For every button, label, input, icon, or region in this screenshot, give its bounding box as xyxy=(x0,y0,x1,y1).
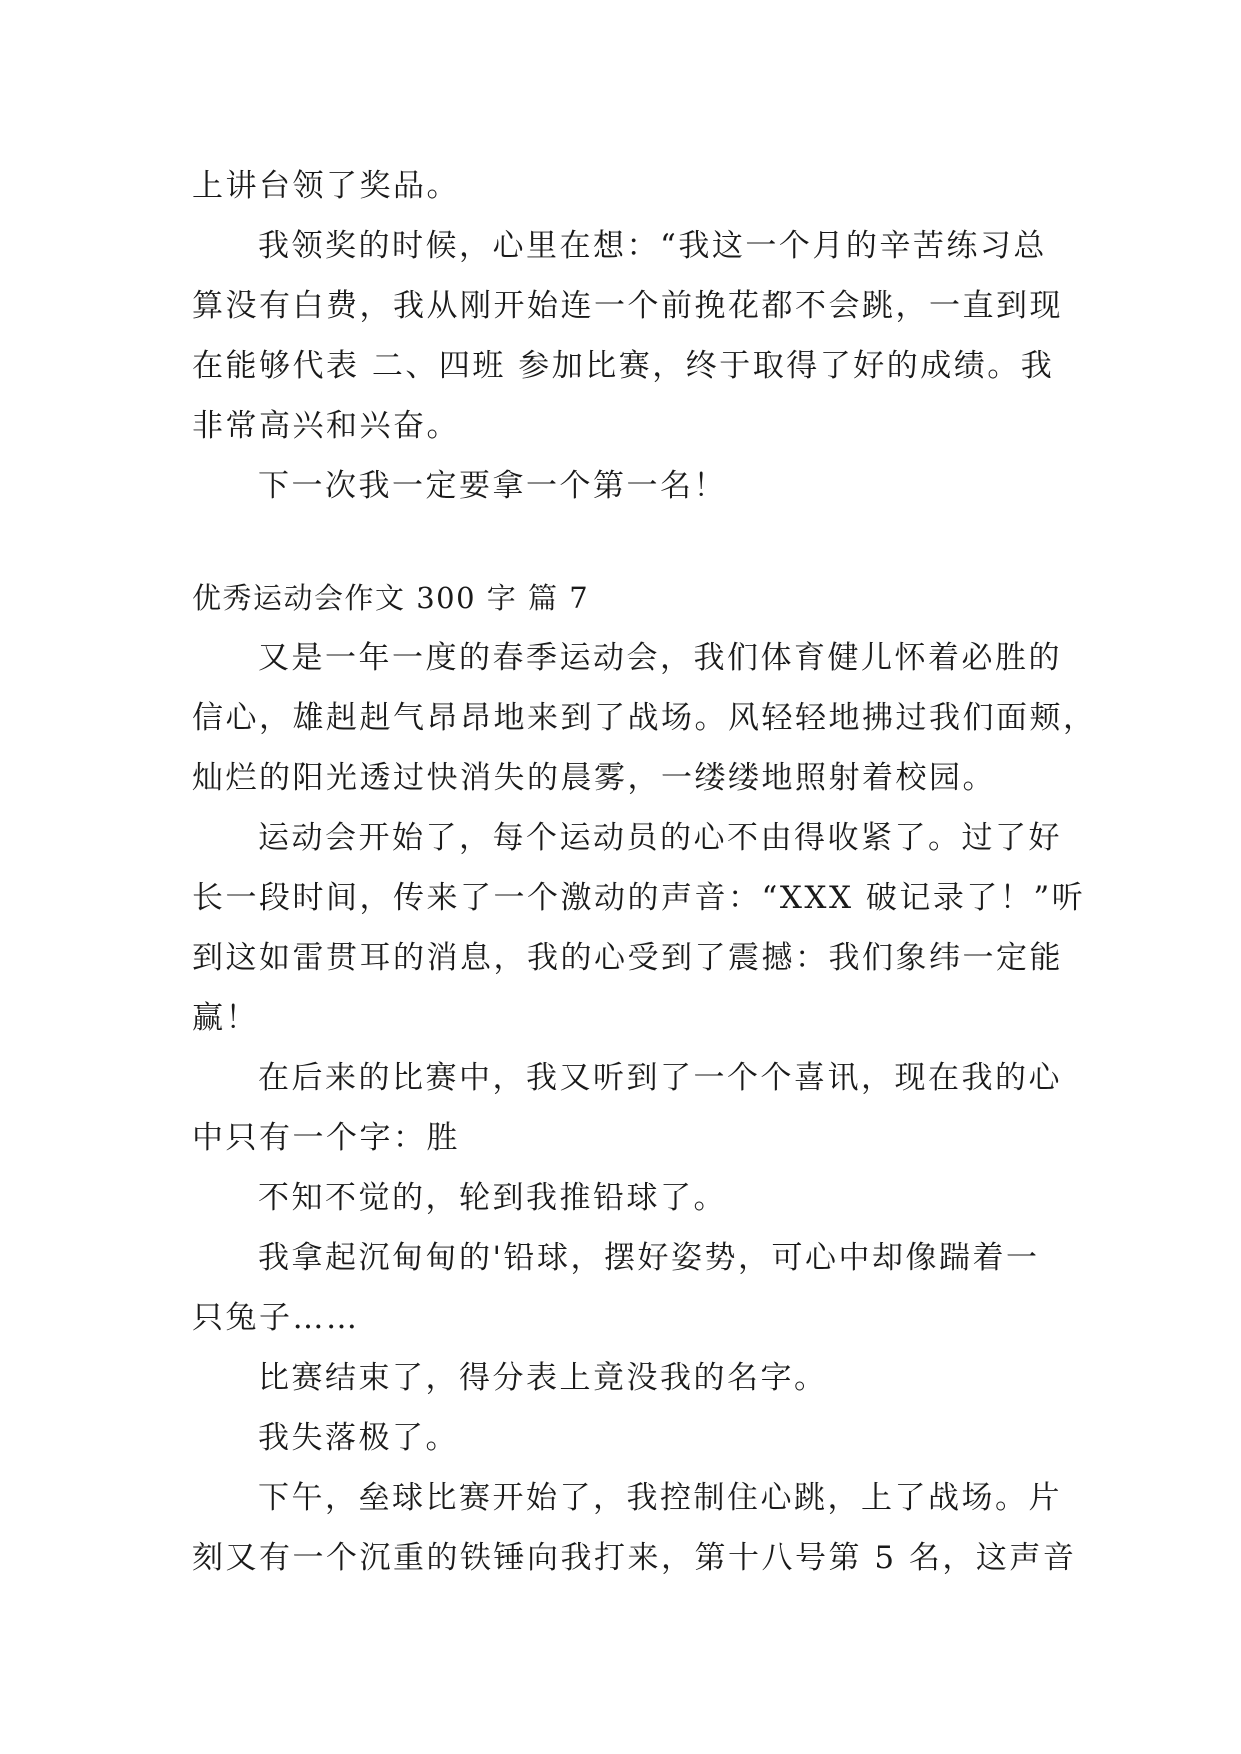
paragraph-start: 又是一年一度的春季运动会，我们体育健儿怀着必胜的 xyxy=(258,640,1062,676)
paragraph-start: 比赛结束了，得分表上竟没我的名字。 xyxy=(258,1360,828,1396)
text-line: 灿烂的阳光透过快消失的晨雾，一缕缕地照射着校园。 xyxy=(192,760,996,796)
text-line: 赢！ xyxy=(192,1000,259,1036)
paragraph-start: 我拿起沉甸甸的'铅球，摆好姿势，可心中却像踹着一 xyxy=(258,1240,1040,1276)
text-line: 信心，雄赳赳气昂昂地来到了战场。风轻轻地拂过我们面颊， xyxy=(192,700,1097,736)
paragraph-start: 在后来的比赛中，我又听到了一个个喜讯，现在我的心 xyxy=(258,1060,1062,1096)
text-line: 只兔子…… xyxy=(192,1300,360,1336)
paragraph-start: 不知不觉的，轮到我推铅球了。 xyxy=(258,1180,727,1216)
text-line: 长一段时间，传来了一个激动的声音：“XXX 破记录了！”听 xyxy=(192,880,1086,916)
text-line: 到这如雷贯耳的消息，我的心受到了震撼：我们象纬一定能 xyxy=(192,940,1063,976)
text-line: 在能够代表 二、四班 参加比赛，终于取得了好的成绩。我 xyxy=(192,348,1055,384)
paragraph-start: 我领奖的时候，心里在想：“我这一个月的辛苦练习总 xyxy=(258,228,1047,264)
text-line: 刻又有一个沉重的铁锤向我打来，第十八号第 5 名，这声音 xyxy=(192,1540,1077,1576)
text-line: 非常高兴和兴奋。 xyxy=(192,408,460,444)
paragraph-start: 运动会开始了，每个运动员的心不由得收紧了。过了好 xyxy=(258,820,1062,856)
paragraph-start: 下一次我一定要拿一个第一名！ xyxy=(258,468,727,504)
section-heading: 优秀运动会作文 300 字 篇 7 xyxy=(192,581,590,615)
paragraph-start: 下午，垒球比赛开始了，我控制住心跳，上了战场。片 xyxy=(258,1480,1062,1516)
paragraph-start: 我失落极了。 xyxy=(258,1420,459,1456)
text-line: 上讲台领了奖品。 xyxy=(192,168,460,204)
text-line: 中只有一个字：胜 xyxy=(192,1120,460,1156)
text-line: 算没有白费，我从刚开始连一个前挽花都不会跳，一直到现 xyxy=(192,288,1063,324)
